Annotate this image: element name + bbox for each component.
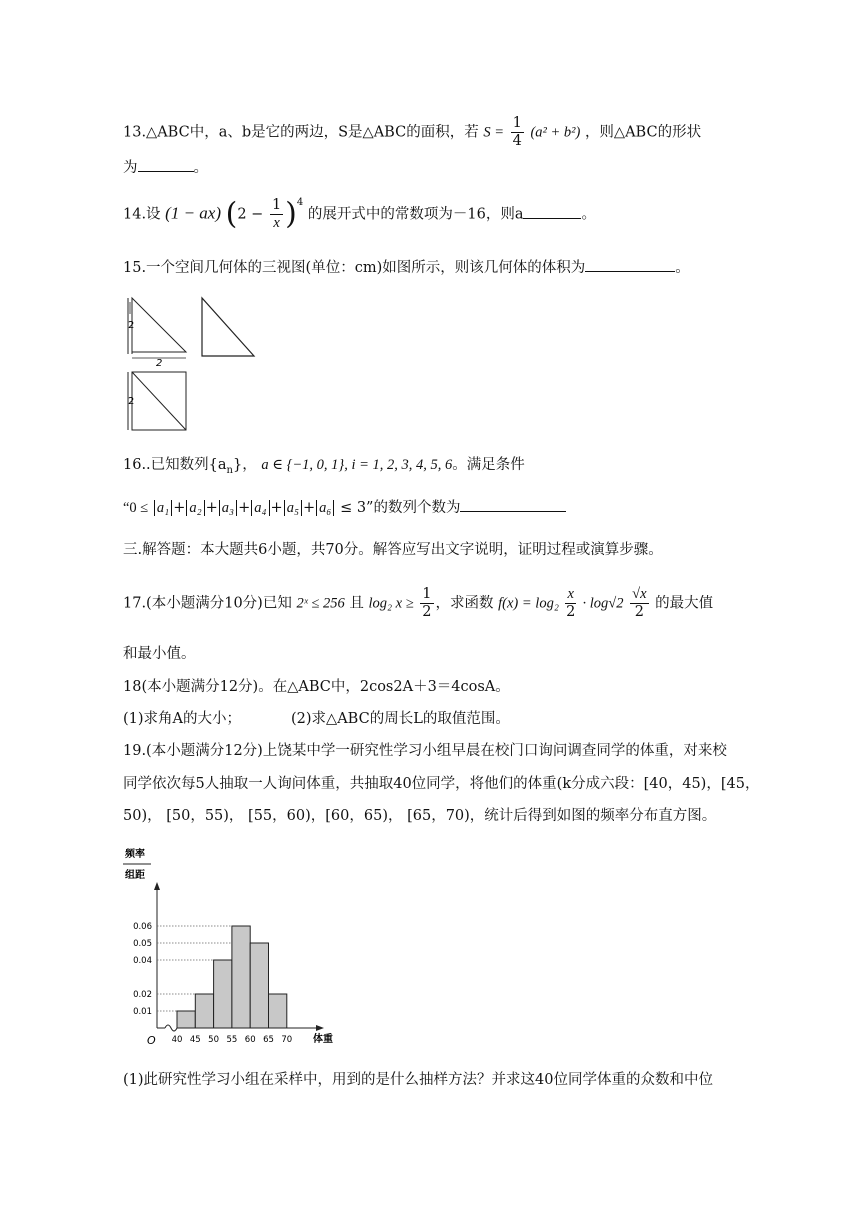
section3-heading: 三.解答题：本大题共6小题，共70分。解答应写出文字说明，证明过程或演算步骤。 — [123, 542, 663, 558]
q14-paren-close: ) — [285, 196, 297, 232]
q18-line1: 18(本小题满分12分)。在△ABC中，2cos2A＋3＝4cosA。 — [123, 679, 510, 695]
q13-answer-blank[interactable] — [138, 171, 194, 172]
q15-text: 15.一个空间几何体的三视图(单位：cm)如图所示，则该几何体的体积为 — [123, 260, 586, 276]
chart-y-tick-label: 0.01 — [133, 1007, 152, 1017]
chart-x-tick-label: 65 — [263, 1035, 274, 1045]
chart-axis-break — [165, 1025, 177, 1031]
q13-frac-den: 4 — [512, 133, 522, 149]
q19-line3: 50)， [50，55)， [55，60)，[60，65)， [65，70)，统计后得到如图的频率分布直方图。 — [123, 808, 717, 824]
top-dim-label: 2 — [128, 396, 135, 407]
q17-func: f(x) = log₂ — [498, 595, 559, 612]
q17-cond1: 2ˣ ≤ 256 — [296, 595, 345, 612]
chart-y-tick-label: 0.05 — [133, 939, 152, 949]
q14-expr-a: (1 − ax) — [165, 203, 222, 223]
chart-plot-area — [133, 882, 333, 1047]
chart-origin-label: O — [147, 1034, 156, 1047]
q17-frac2-den: 2 — [634, 604, 644, 620]
q17-text: 17.(本小题满分10分)已知 — [123, 595, 292, 612]
chart-x-tick-label: 60 — [244, 1035, 256, 1045]
q16-line2: “0 ≤ a₁ + a₂ + a₃ + a₄ + a₅ + a₆ ≤ 3”的数列个数为 — [123, 498, 566, 518]
q14-text-b: 的展开式中的常数项为－16，则a — [307, 206, 524, 223]
q16-term: a₂ — [186, 500, 204, 516]
q16-text: 16..已知数列{a — [123, 457, 227, 473]
q16-text-c: 。满足条件 — [452, 457, 525, 473]
chart-bar — [250, 943, 268, 1028]
q16-sub-n: n — [226, 464, 233, 476]
q14-line — [123, 197, 596, 232]
q13-text: 13.△ABC中，a、b是它的两边，S是△ABC的面积，若 — [123, 124, 479, 141]
q15-answer-blank[interactable] — [585, 271, 675, 272]
chart-x-tick-label: 70 — [281, 1035, 293, 1045]
q16-cond-open: “0 ≤ — [123, 500, 149, 516]
q16-term: a₁ — [154, 500, 172, 516]
q17-half — [420, 586, 433, 621]
q14-paren-open: ( — [225, 196, 238, 232]
q18-part2: (2)求△ABC的周长L的取值范围。 — [291, 711, 510, 727]
q15-end: 。 — [675, 260, 690, 276]
front-dim-label: 2 — [128, 320, 135, 331]
chart-x-tick-label: 50 — [208, 1035, 220, 1045]
chart-ylabel-bottom: 组距 — [125, 870, 145, 881]
q19-line1: 19.(本小题满分12分)上饶某中学一研究性学习小组早晨在校门口询问调查同学的体重，对来校 — [123, 743, 727, 759]
q17-frac2 — [630, 586, 648, 621]
q17-mid: · log√2 — [582, 595, 624, 612]
q17-frac1-num: x — [567, 586, 574, 602]
q14-text-c: 。 — [581, 206, 596, 223]
q19-part1: (1)此研究性学习小组在采样中，用到的是什么抽样方法？并求这40位同学体重的众数和中位 — [123, 1072, 713, 1088]
chart-bar — [177, 1011, 195, 1028]
q16-text-b: }， — [233, 457, 257, 473]
chart-ylabel-top: 频率 — [125, 849, 145, 860]
q13-line2 — [123, 158, 208, 178]
chart-x-tick-label: 55 — [226, 1035, 238, 1045]
q14-frac-den: x — [273, 215, 280, 231]
chart-y-tick-label: 0.06 — [133, 922, 152, 932]
chart-bar — [214, 960, 232, 1028]
chart-y-tick-label: 0.02 — [133, 990, 152, 1000]
q13-formula-lhs: S = — [483, 124, 504, 141]
q18-part1: (1)求角A的大小； — [123, 711, 242, 727]
q13-line1 — [123, 115, 701, 150]
q19-line2: 同学依次每5人抽取一人询问体重，共抽取40位同学，将他们的体重(k分成六段：[40，45)，[45， — [123, 776, 760, 792]
chart-xlabel: 体重 — [313, 1034, 333, 1045]
q16-term: a₅ — [284, 500, 302, 516]
q13-text-d: 。 — [193, 160, 208, 176]
q14-frac-num: 1 — [271, 197, 282, 213]
q16-term: a₃ — [219, 500, 237, 516]
q17-frac1-den: 2 — [566, 604, 576, 620]
frequency-histogram — [115, 842, 345, 1052]
q16-set-expr: a ∈ {−1, 0, 1}, i = 1, 2, 3, 4, 5, 6 — [261, 457, 453, 473]
q17-half-num: 1 — [422, 586, 432, 602]
chart-y-arrow — [154, 882, 160, 890]
q17-frac1 — [565, 586, 575, 621]
q16-term: a₆ — [316, 500, 334, 516]
chart-x-tick-label: 45 — [189, 1035, 201, 1045]
chart-x-arrow — [316, 1025, 324, 1031]
chart-y-tick-label: 0.04 — [133, 956, 152, 966]
q17-line2: 和最小值。 — [123, 646, 196, 662]
front-view — [128, 298, 186, 369]
q13-text-b: ，则△ABC的形状 — [584, 124, 702, 141]
q13-formula-rhs: (a² + b²) — [530, 124, 581, 141]
q13-fraction — [511, 115, 524, 150]
q16-line1 — [123, 455, 525, 481]
q15-line — [123, 258, 690, 278]
chart-bar — [232, 926, 250, 1028]
q17-line1 — [123, 586, 713, 621]
q14-fraction — [270, 197, 283, 232]
q13-frac-num: 1 — [512, 115, 522, 131]
q17-text-b: 且 — [349, 595, 364, 612]
q14-expr-b: 2 − — [237, 206, 264, 223]
q17-text-d: 的最大值 — [655, 595, 714, 612]
front-width-label: 2 — [156, 358, 163, 369]
q15-three-view-figure — [120, 292, 260, 434]
q17-frac2-num: √x — [632, 586, 647, 602]
side-view — [202, 298, 254, 356]
q17-cond2: log₂ x ≥ — [368, 595, 414, 612]
q16-cond-close: ≤ 3” — [340, 500, 374, 516]
q18-parts — [123, 709, 510, 729]
chart-bar — [269, 994, 287, 1028]
chart-bar — [195, 994, 213, 1028]
q16-term: a₄ — [251, 500, 269, 516]
q16-answer-blank[interactable] — [460, 511, 566, 512]
q13-text-c: 为 — [123, 160, 138, 176]
q14-text: 14.设 — [123, 206, 161, 223]
q16-text-d: 的数列个数为 — [373, 500, 461, 516]
q14-answer-blank[interactable] — [523, 218, 581, 219]
q17-half-den: 2 — [422, 604, 432, 620]
q17-text-c: ，求函数 — [435, 595, 494, 612]
chart-x-tick-label: 40 — [171, 1035, 183, 1045]
top-view — [128, 372, 186, 430]
q14-exponent: 4 — [296, 196, 304, 208]
